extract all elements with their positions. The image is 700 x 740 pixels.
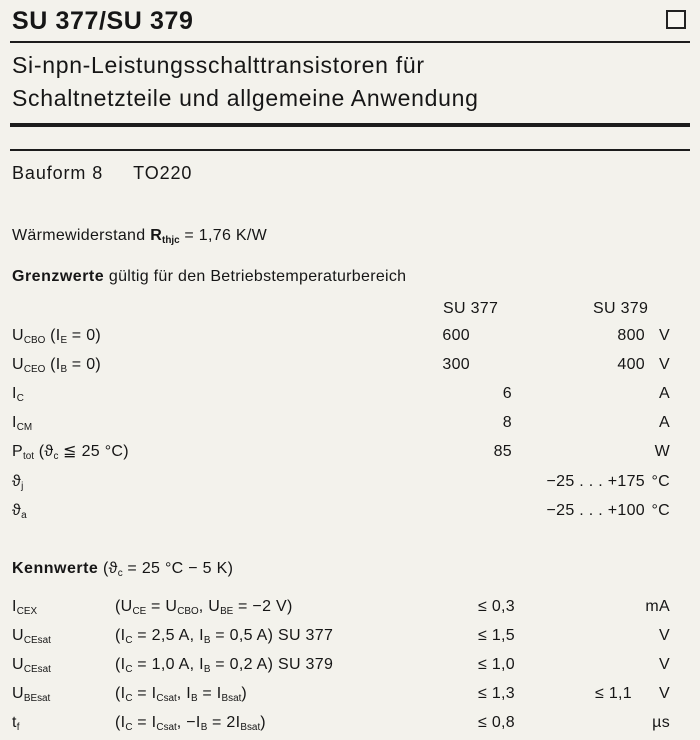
value-su377 (438, 440, 470, 469)
value-su377 (438, 470, 470, 499)
table-row (0, 411, 700, 440)
value-su379: 800 (617, 326, 645, 344)
value-1: ≤ 0,8 (478, 713, 515, 731)
unit-label: V (659, 684, 670, 702)
table-row (0, 324, 700, 353)
value-both (470, 470, 512, 499)
table-row (0, 382, 700, 411)
value-su379 (512, 382, 645, 411)
table-row (0, 653, 700, 682)
condition-label: ($I_C = I_{Csat}$, $I_B = I_{Bsat}$) (115, 684, 248, 704)
unit-label: °C (651, 501, 670, 519)
param-label: $I_C$ (12, 385, 24, 404)
value-2 (595, 595, 642, 624)
condition-label: ($I_C = 1,0$ A, $I_B = 0,2$ A) SU 379 (115, 655, 334, 675)
condition-label: ($I_C = I_{Csat}$, $-I_B = 2I_{Bsat}$) (115, 713, 266, 733)
value-su379: −25 . . . +100 (546, 501, 645, 519)
param-label: $ϑ_j$ (12, 472, 24, 492)
table-row (0, 353, 700, 382)
value-both (470, 353, 512, 382)
value-both (470, 499, 512, 528)
divider-thick (10, 123, 690, 127)
condition-label: ($U_{CE} = U_{CBO}$, $U_{BE} = -2$ V) (115, 597, 293, 617)
value-su377 (438, 382, 470, 411)
value-su379 (512, 440, 645, 469)
bauform-label: Bauform 8 (12, 163, 104, 183)
value-both: 6 (502, 385, 512, 403)
unit-label: µs (652, 713, 670, 731)
divider-top (10, 41, 690, 43)
package-value: TO220 (133, 163, 193, 183)
value-1: ≤ 0,3 (478, 597, 515, 615)
subtitle-line-2: Schaltnetzteile und allgemeine Anwendung (12, 85, 479, 111)
table-row (0, 440, 700, 469)
value-su377: 600 (442, 326, 470, 344)
value-1: ≤ 1,3 (478, 684, 515, 702)
value-su379: 400 (617, 355, 645, 373)
param-label: $P_{tot}$ ($ϑ_c$ ≦ 25 °C) (12, 443, 129, 463)
header (0, 0, 700, 36)
value-1: ≤ 1,0 (478, 655, 515, 673)
package-row (0, 161, 700, 185)
value-su377: 300 (442, 355, 470, 373)
unit-label: °C (651, 472, 670, 490)
table-row (0, 711, 700, 740)
column-header-su379: SU 379 (593, 299, 649, 317)
page-subtitle (0, 49, 700, 115)
kennwerte-table (0, 595, 700, 740)
table-row (0, 595, 700, 624)
thermal-resistance-line: Wärmewiderstand $R_{thjc} = 1,76$ K/W (12, 227, 268, 246)
unit-label: V (659, 326, 670, 344)
table-row (0, 682, 700, 711)
param-label: $ϑ_a$ (12, 501, 27, 521)
value-both (470, 324, 512, 353)
table-row (0, 470, 700, 499)
param-label: $U_{BEsat}$ (12, 684, 51, 704)
value-2 (595, 653, 642, 682)
kennwerte-heading: Kennwerte ($ϑ_c = 25$ °C − 5 K) (12, 559, 234, 579)
param-label: $U_{CEsat}$ (12, 655, 51, 675)
value-su377 (438, 411, 470, 440)
unit-label: V (659, 626, 670, 644)
value-su377 (438, 499, 470, 528)
param-label: $U_{CEO}$ $(I_B = 0)$ (12, 355, 102, 375)
table-row (0, 624, 700, 653)
value-su379 (512, 411, 645, 440)
spacer (12, 298, 443, 320)
unit-label: W (654, 443, 670, 461)
page-title: SU 377/SU 379 (12, 7, 194, 35)
unit-label: V (659, 655, 670, 673)
unit-label: V (659, 355, 670, 373)
subtitle-line-1: Si-npn-Leistungsschalttransistoren für (12, 52, 425, 78)
value-2 (595, 624, 642, 653)
value-su379: −25 . . . +175 (546, 472, 645, 490)
value-both: 85 (493, 443, 512, 461)
unit-label: mA (645, 597, 670, 615)
limits-column-headers (0, 298, 700, 320)
limits-heading: Grenzwerte gültig für den Betriebstemperaturbereich (12, 267, 407, 285)
unit-label: A (659, 385, 670, 403)
corner-checkbox-icon (666, 10, 686, 29)
unit-label: A (659, 414, 670, 432)
limits-table (0, 324, 700, 528)
table-row (0, 499, 700, 528)
param-label: $I_{CM}$ (12, 414, 33, 434)
value-2: ≤ 1,1 (595, 684, 632, 702)
condition-label: ($I_C = 2,5$ A, $I_B = 0,5$ A) SU 377 (115, 626, 334, 646)
param-label: $t_f$ (12, 713, 20, 733)
divider-section (10, 149, 690, 151)
value-both: 8 (502, 414, 512, 432)
column-header-su377: SU 377 (443, 299, 499, 317)
param-label: $U_{CBO}$ $(I_E = 0)$ (12, 326, 102, 346)
value-2 (595, 711, 642, 740)
param-label: $U_{CEsat}$ (12, 626, 51, 646)
value-1: ≤ 1,5 (478, 626, 515, 644)
param-label: $I_{CEX}$ (12, 597, 38, 617)
